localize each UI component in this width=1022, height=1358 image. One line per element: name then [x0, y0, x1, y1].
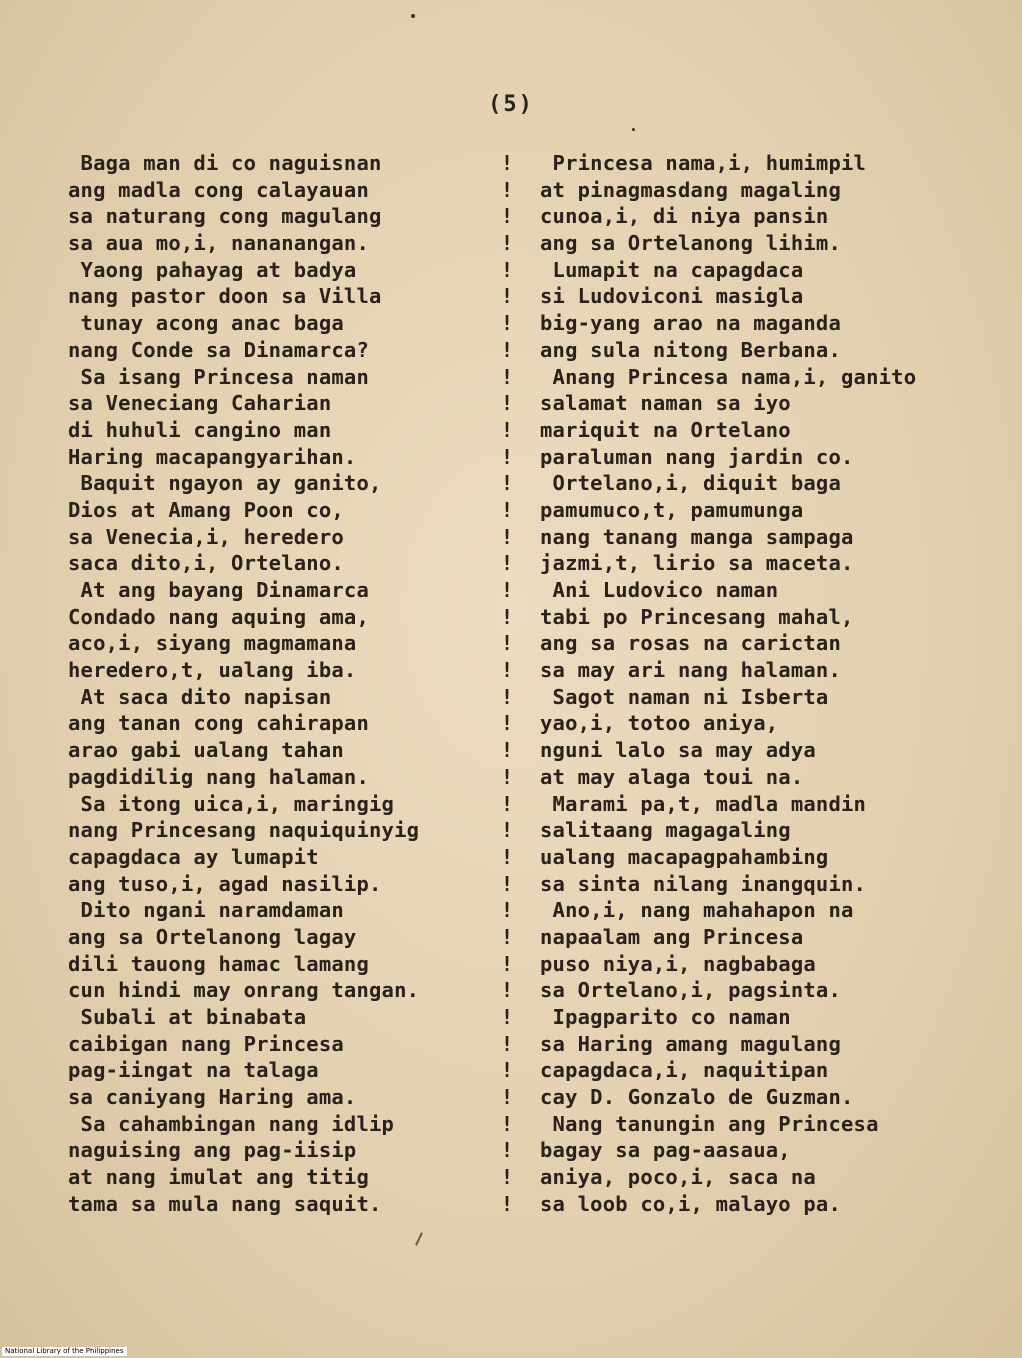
- right-verse-line: mariquit na Ortelano: [540, 417, 791, 442]
- right-verse-line: at pinagmasdang magaling: [540, 177, 842, 202]
- left-verse-line: sa aua mo,i, nananangan.: [68, 231, 370, 256]
- separator-mark: !: [500, 898, 514, 923]
- left-verse-line: aco,i, siyang magmamana: [68, 631, 357, 656]
- separator-mark: !: [500, 844, 514, 869]
- right-verse-line: cay D. Gonzalo de Guzman.: [540, 1085, 854, 1110]
- separator-mark: !: [500, 311, 514, 336]
- stanza-separator-column: [497, 150, 517, 1218]
- separator-mark: !: [500, 924, 514, 949]
- left-verse-line: pagdidilig nang halaman.: [68, 764, 370, 789]
- right-verse-line: sa sinta nilang inangquin.: [540, 871, 867, 896]
- right-verse-line: big-yang arao na maganda: [540, 311, 842, 336]
- left-verse-line: naguising ang pag-iisip: [68, 1138, 357, 1163]
- left-verse-line: Baquit ngayon ay ganito,: [68, 471, 382, 496]
- separator-mark: !: [500, 764, 514, 789]
- right-verse-line: napaalam ang Princesa: [540, 924, 804, 949]
- separator-mark: !: [500, 1191, 514, 1216]
- stray-mark: [415, 1232, 423, 1246]
- ink-speck-top: [411, 14, 415, 18]
- right-verse-line: Sagot naman ni Isberta: [540, 684, 829, 709]
- separator-mark: !: [500, 337, 514, 362]
- right-verse-line: bagay sa pag-aasaua,: [540, 1138, 791, 1163]
- separator-mark: !: [500, 364, 514, 389]
- separator-mark: !: [500, 1165, 514, 1190]
- right-verse-line: capagdaca,i, naquitipan: [540, 1058, 829, 1083]
- left-verse-line: ang tanan cong cahirapan: [68, 711, 370, 736]
- left-verse-line: At saca dito napisan: [68, 684, 332, 709]
- left-verse-line: Dito ngani naramdaman: [68, 898, 344, 923]
- right-verse-line: ualang macapagpahambing: [540, 844, 829, 869]
- right-verse-line: nang tanang manga sampaga: [540, 524, 854, 549]
- library-footer: National Library of the Philippines: [2, 1347, 127, 1356]
- left-verse-line: caibigan nang Princesa: [68, 1031, 344, 1056]
- separator-mark: !: [500, 711, 514, 736]
- left-verse-line: at nang imulat ang titig: [68, 1165, 370, 1190]
- separator-mark: !: [500, 684, 514, 709]
- separator-mark: !: [500, 471, 514, 496]
- right-verse-line: Ipagparito co naman: [540, 1005, 791, 1029]
- left-verse-line: Yaong pahayag at badya: [68, 257, 357, 282]
- right-verse-line: Nang tanungin ang Princesa: [540, 1111, 879, 1136]
- left-verse-line: cun hindi may onrang tangan.: [68, 978, 420, 1003]
- right-verse-line: Ortelano,i, diquit baga: [540, 471, 842, 496]
- separator-mark: !: [500, 231, 514, 256]
- left-verse-line: Haring macapangyarihan.: [68, 444, 357, 469]
- separator-mark: !: [500, 791, 514, 816]
- left-verse-line: nang Princesang naquiquinyig: [68, 818, 420, 843]
- separator-mark: !: [500, 177, 514, 202]
- right-verse-line: ang sa Ortelanong lihim.: [540, 231, 842, 256]
- right-verse-line: Princesa nama,i, humimpil: [540, 151, 867, 175]
- left-verse-line: sa Venecia,i, heredero: [68, 524, 344, 549]
- left-verse-line: saca dito,i, Ortelano.: [68, 551, 344, 576]
- left-verse-line: sa Veneciang Caharian: [68, 391, 332, 416]
- left-verse-line: di huhuli cangino man: [68, 417, 332, 442]
- separator-mark: !: [500, 658, 514, 683]
- left-verse-line: heredero,t, ualang iba.: [68, 658, 357, 683]
- separator-mark: !: [500, 1031, 514, 1056]
- right-verse-line: yao,i, totoo aniya,: [540, 711, 779, 736]
- right-verse-line: Marami pa,t, madla mandin: [540, 791, 867, 816]
- right-verse-line: ang sula nitong Berbana.: [540, 337, 842, 362]
- right-verse-line: nguni lalo sa may adya: [540, 738, 816, 763]
- separator-mark: !: [500, 818, 514, 843]
- left-verse-line: arao gabi ualang tahan: [68, 738, 344, 763]
- separator-mark: !: [500, 1138, 514, 1163]
- separator-mark: !: [500, 951, 514, 976]
- separator-mark: !: [500, 204, 514, 229]
- right-verse-line: ang sa rosas na carictan: [540, 631, 842, 656]
- left-verse-line: nang pastor doon sa Villa: [68, 284, 382, 309]
- separator-mark: !: [500, 391, 514, 416]
- right-verse-line: tabi po Princesang mahal,: [540, 604, 854, 629]
- right-column: [540, 150, 1010, 1218]
- left-verse-line: Sa isang Princesa naman: [68, 364, 370, 389]
- separator-mark: !: [500, 1085, 514, 1110]
- separator-mark: !: [500, 978, 514, 1003]
- right-verse-line: Anang Princesa nama,i, ganito: [540, 364, 917, 389]
- separator-mark: !: [500, 524, 514, 549]
- right-verse-line: si Ludoviconi masigla: [540, 284, 804, 309]
- right-verse-line: Ano,i, nang mahahapon na: [540, 898, 854, 923]
- right-verse-line: pamumuco,t, pamumunga: [540, 497, 804, 522]
- right-verse-line: sa may ari nang halaman.: [540, 658, 842, 683]
- separator-mark: !: [500, 1058, 514, 1083]
- separator-mark: !: [500, 604, 514, 629]
- right-verse-line: aniya, poco,i, saca na: [540, 1165, 816, 1190]
- left-verse-line: ang madla cong calayauan: [68, 177, 370, 202]
- right-verse-line: jazmi,t, lirio sa maceta.: [540, 551, 854, 576]
- separator-mark: !: [500, 1111, 514, 1136]
- right-verse-line: Lumapit na capagdaca: [540, 257, 804, 282]
- left-verse-line: ang sa Ortelanong lagay: [68, 924, 357, 949]
- separator-mark: !: [500, 497, 514, 522]
- separator-mark: !: [500, 1005, 514, 1029]
- left-verse-line: Sa itong uica,i, maringig: [68, 791, 395, 816]
- left-column: [68, 150, 508, 1218]
- left-verse-line: sa caniyang Haring ama.: [68, 1085, 357, 1110]
- left-verse-line: ang tuso,i, agad nasilip.: [68, 871, 382, 896]
- left-verse-line: At ang bayang Dinamarca: [68, 578, 370, 602]
- right-verse-line: sa Haring amang magulang: [540, 1031, 842, 1056]
- ink-speck-upper: [632, 128, 635, 131]
- separator-mark: !: [500, 738, 514, 763]
- left-verse-line: pag-iingat na talaga: [68, 1058, 319, 1083]
- right-verse-line: paraluman nang jardin co.: [540, 444, 854, 469]
- right-verse-line: puso niya,i, nagbabaga: [540, 951, 816, 976]
- separator-mark: !: [500, 151, 514, 175]
- left-verse-line: tunay acong anac baga: [68, 311, 344, 336]
- left-verse-line: Condado nang aquing ama,: [68, 604, 370, 629]
- separator-mark: !: [500, 871, 514, 896]
- separator-mark: !: [500, 417, 514, 442]
- left-verse-line: sa naturang cong magulang: [68, 204, 382, 229]
- right-verse-line: sa loob co,i, malayo pa.: [540, 1191, 842, 1216]
- separator-mark: !: [500, 551, 514, 576]
- separator-mark: !: [500, 631, 514, 656]
- right-verse-line: Ani Ludovico naman: [540, 578, 779, 602]
- right-verse-line: sa Ortelano,i, pagsinta.: [540, 978, 842, 1003]
- right-verse-line: salitaang magagaling: [540, 818, 791, 843]
- right-verse-line: cunoa,i, di niya pansin: [540, 204, 829, 229]
- separator-mark: !: [500, 257, 514, 282]
- right-verse-line: at may alaga toui na.: [540, 764, 804, 789]
- separator-mark: !: [500, 578, 514, 602]
- right-verse-line: salamat naman sa iyo: [540, 391, 791, 416]
- left-verse-line: dili tauong hamac lamang: [68, 951, 370, 976]
- separator-mark: !: [500, 284, 514, 309]
- separator-mark: !: [500, 444, 514, 469]
- left-verse-line: capagdaca ay lumapit: [68, 844, 319, 869]
- page-number: (5): [488, 92, 534, 117]
- left-verse-line: Subali at binabata: [68, 1005, 307, 1029]
- left-verse-line: Dios at Amang Poon co,: [68, 497, 344, 522]
- left-verse-line: nang Conde sa Dinamarca?: [68, 337, 370, 362]
- left-verse-line: Sa cahambingan nang idlip: [68, 1111, 395, 1136]
- left-verse-line: Baga man di co naguisnan: [68, 151, 382, 175]
- left-verse-line: tama sa mula nang saquit.: [68, 1191, 382, 1216]
